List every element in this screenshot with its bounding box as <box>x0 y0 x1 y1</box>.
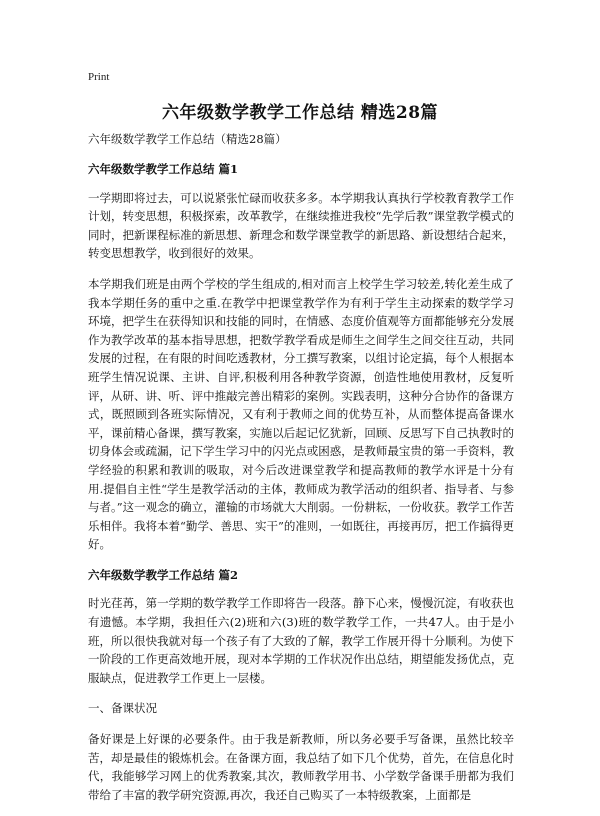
paragraph: 备好课是上好课的必要条件。由于我是新教师，所以务必要手写备课，虽然比较辛苦，却是最佳的锻炼机会。在备课方面，我总结了如下几个优势，首先，在信息化时代，我能够学习网上的优秀教案,其次，教师教学用书、小学数学备课手册都为我们带给了丰富的教学研究资源,再次，我还自己购买了一本特级教案，上面都是 <box>88 732 514 802</box>
section-heading-1: 六年级数学教学工作总结 篇1 <box>88 162 239 176</box>
document-body <box>88 160 514 816</box>
paragraph: 本学期我们班是由两个学校的学生组成的,相对而言上校学生学习较差,转化差生成了我本学期任务的重中之重.在教学中把课堂教学作为有利于学生主动探索的数学学习环境，把学生在获得知识和技能的同时，在情感、态度价值观等方面都能够充分发展作为教学改革的基本指导思想，把数学教学看成是师生之间学生之间交往互动，共同发展的过程，在有限的时间吃透教材，分工撰写教案，以组讨论定搞，每个人根据本班学生情况说课、主讲、自评,积极利用各种教学资源，创造性地使用教材，反复听评，从研、讲、听、评中推敲完善出精彩的案例。实践表明，这种分合协作的备课方式，既照顾到各班实际情况，又有利于教师之间的优势互补，从而整体提高备课水平，课前精心备课，撰写教案，实施以后起记忆犹新，回顾、反思写下自己执教时的切身体会或疏漏，记下学生学习中的闪光点或困惑，是教师最宝贵的第一手资料，教学经验的积累和教训的吸取，对今后改进课堂教学和提高教师的教学水评是十分有用.提倡自主性“学生是教学活动的主体，教师成为教学活动的组织者、指导者、与参与者。”这一观念的确立，灌输的市场就大大削弱。一份耕耘，一份收获。教学工作苦乐相伴。我将本着“勤学、善思、实干”的准则，一如既往，再接再厉，把工作搞得更好。 <box>88 276 514 552</box>
subsection-heading: 一、备课状况 <box>88 701 157 716</box>
document-title: 六年级数学教学工作总结 精选28篇 <box>161 103 439 123</box>
print-label[interactable]: Print <box>88 71 110 83</box>
document-subtitle: 六年级数学教学工作总结（精选28篇） <box>88 132 287 146</box>
section-heading-2: 六年级数学教学工作总结 篇2 <box>88 567 239 582</box>
paragraph: 一学期即将过去，可以说紧张忙碌而收获多多。本学期我认真执行学校教育教学工作计划，转变思想，积极探索，改革教学，在继续推进我校“先学后教”课堂教学模式的同时，把新课程标准的新思想、新理念和数学课堂教学的新思路、新设想结合起来，转变思想教学，收到很好的效果。 <box>88 190 514 261</box>
paragraph: 时光荏苒，第一学期的数学教学工作即将告一段落。静下心来，慢慢沉淀，有收获也有遗憾。本学期，我担任六(2)班和六(3)班的数学教学工作，一共47人。由于是小班，所以很快我就对每一个孩子有了大致的了解，教学工作展开得十分顺利。为使下一阶段的工作更高效地开展，现对本学期的工作状况作出总结，期望能发扬优点，克服缺点，促进教学工作更上一层楼。 <box>88 596 514 685</box>
